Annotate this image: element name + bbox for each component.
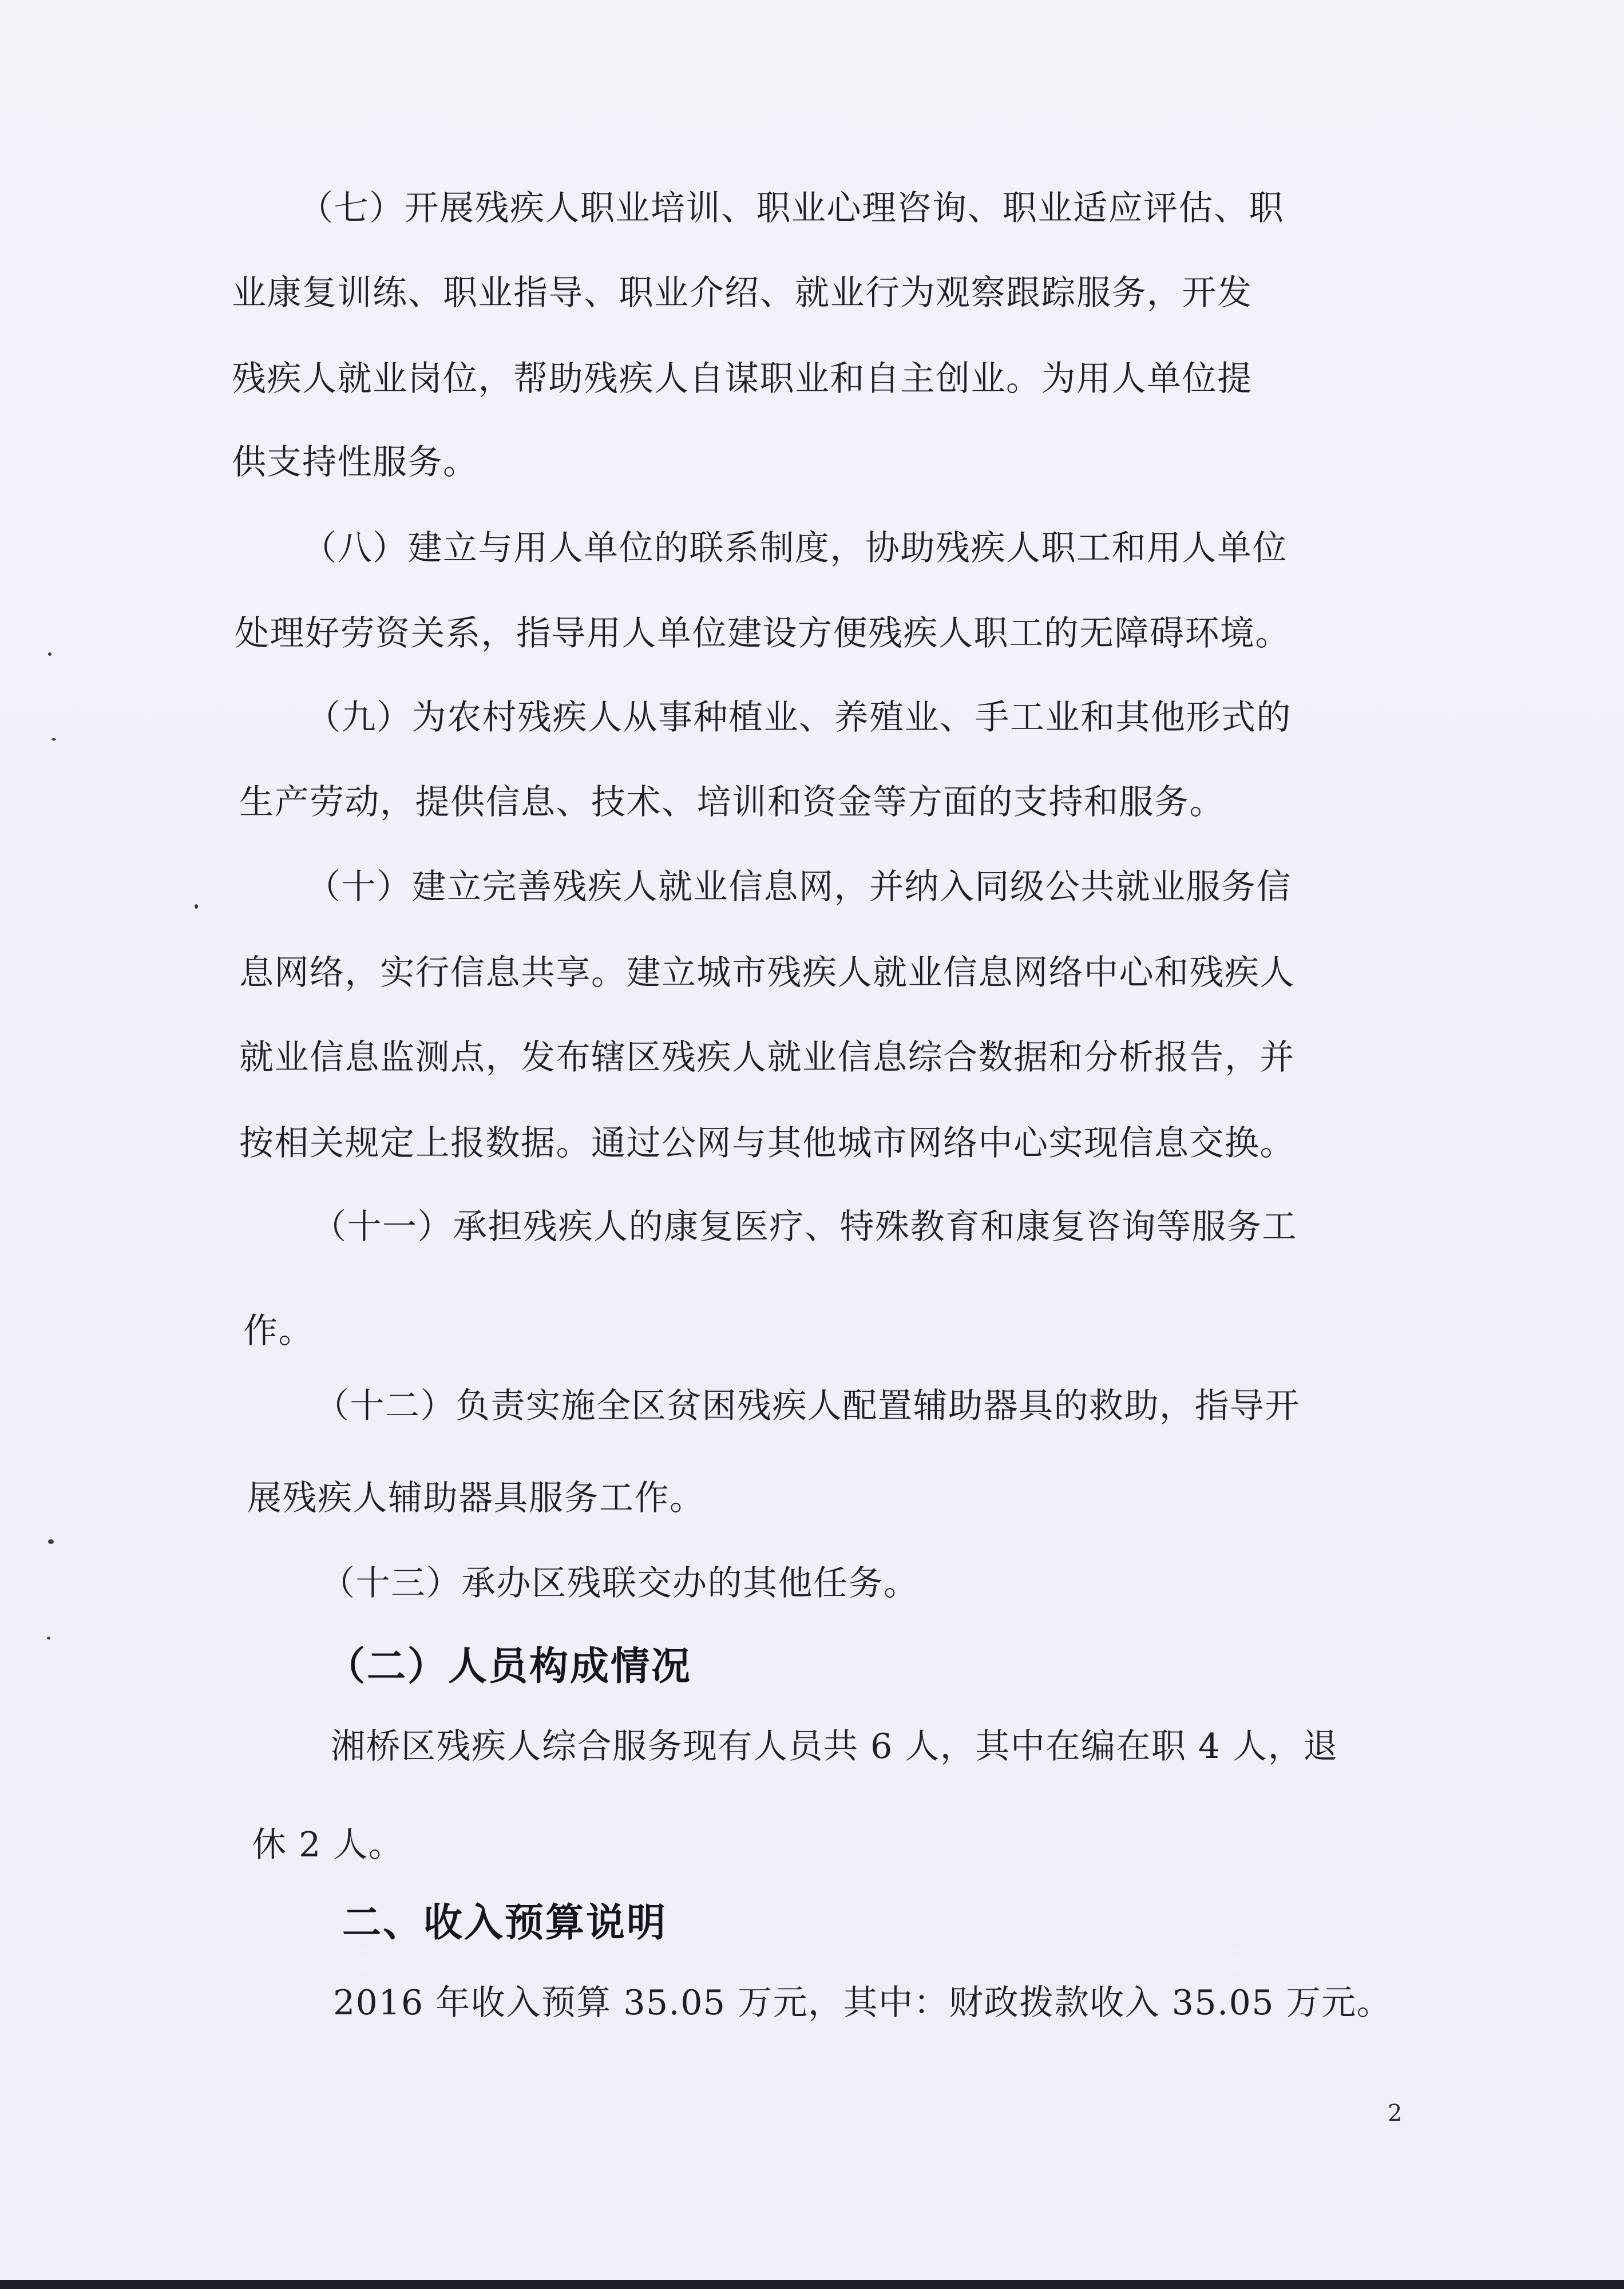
paragraph-line: 展残疾人辅助器具服务工作。 [247, 1478, 705, 1518]
paragraph-line: 息网络，实行信息共享。建立城市残疾人就业信息网络中心和残疾人 [239, 953, 1295, 993]
section-heading-personnel: （二）人员构成情况 [326, 1644, 692, 1689]
scan-speck [48, 652, 52, 656]
paragraph-line: （十二）负责实施全区贫困残疾人配置辅助器具的救助，指导开 [315, 1386, 1300, 1426]
paragraph-line: （八）建立与用人单位的联系制度，协助残疾人职工和用人单位 [302, 528, 1288, 568]
paragraph-line: （十一）承担残疾人的康复医疗、特殊教育和康复咨询等服务工 [312, 1207, 1297, 1247]
scan-speck [52, 738, 56, 740]
scan-speck [48, 1539, 54, 1544]
paragraph-line: 作。 [243, 1311, 314, 1351]
personnel-line: 湘桥区残疾人综合服务现有人员共 6 人，其中在编在职 4 人，退 [331, 1726, 1338, 1767]
paragraph-line: 就业信息监测点，发布辖区残疾人就业信息综合数据和分析报告，并 [239, 1037, 1295, 1078]
personnel-line: 休 2 人。 [252, 1825, 404, 1865]
paragraph-line: （七）开展残疾人职业培训、职业心理咨询、职业适应评估、职 [299, 188, 1284, 228]
paragraph-line: （十三）承办区残联交办的其他任务。 [320, 1563, 919, 1603]
section-heading-income: 二、收入预算说明 [342, 1900, 668, 1946]
paragraph-line: （九）为农村残疾人从事种植业、养殖业、手工业和其他形式的 [306, 698, 1292, 738]
scan-speck [47, 1637, 50, 1639]
scan-speck [195, 904, 198, 909]
paragraph-line: 按相关规定上报数据。通过公网与其他城市网络中心实现信息交换。 [239, 1123, 1295, 1163]
paragraph-line: 供支持性服务。 [232, 442, 478, 482]
page-number: 2 [1388, 2100, 1403, 2126]
paragraph-line: （十）建立完善残疾人就业信息网，并纳入同级公共就业服务信 [306, 867, 1292, 907]
paragraph-line: 处理好劳资关系，指导用人单位建设方便残疾人职工的无障碍环境。 [235, 613, 1290, 654]
scan-bottom-edge [0, 2280, 1624, 2289]
paragraph-line: 业康复训练、职业指导、职业介绍、就业行为观察跟踪服务，开发 [232, 273, 1253, 313]
income-line: 2016 年收入预算 35.05 万元，其中：财政拨款收入 35.05 万元。 [333, 1983, 1392, 2023]
paragraph-line: 生产劳动，提供信息、技术、培训和资金等方面的支持和服务。 [239, 782, 1225, 822]
paragraph-line: 残疾人就业岗位，帮助残疾人自谋职业和自主创业。为用人单位提 [232, 359, 1253, 399]
